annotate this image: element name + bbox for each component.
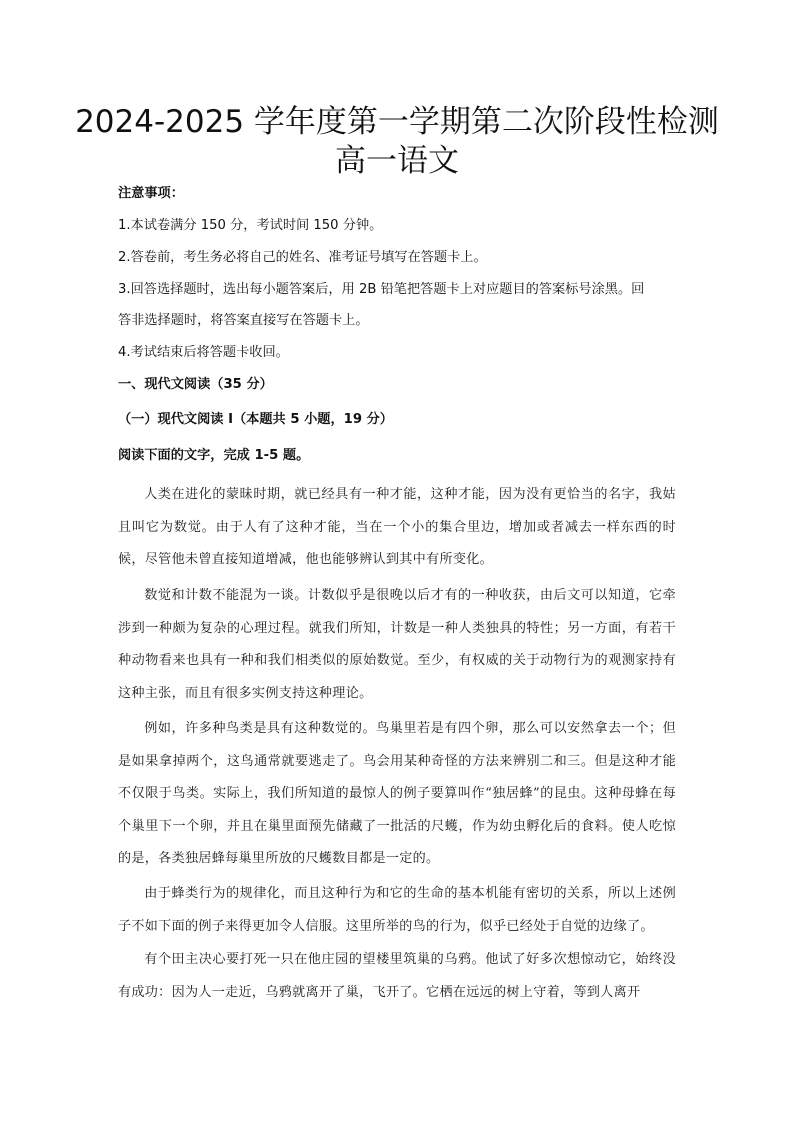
passage-paragraph: 由于蜂类行为的规律化，而且这种行为和它的生命的基本机能有密切的关系，所以上述例子不如下面的例子来得更加令人信服。这里所举的鸟的行为，似乎已经处于自觉的边缘了。 [118,886,676,934]
passage-paragraph: 人类在进化的蒙昧时期，就已经具有一种才能，这种才能，因为没有更恰当的名字，我姑且叫它为数觉。由于人有了这种才能，当在一个小的集合里边，增加或者减去一样东西的时候，尽管他未曾直接知道增减，他也能够辨认到其中有所变化。 [118,487,676,568]
notice-item-3-continued: 答非选择题时，将答案直接写在答题卡上。 [118,313,369,328]
exam-subject-title: 高一语文 [335,143,459,179]
notice-item-1: 1.本试卷满分 150 分，考试时间 150 分钟。 [118,218,383,233]
subsection-heading: （一）现代文阅读 I（本题共 5 小题，19 分） [118,412,393,427]
passage-paragraph: 有个田主决心要打死一只在他庄园的望楼里筑巢的乌鸦。他试了好多次想惊动它，始终没有成功：因为人一走近，乌鸦就离开了巢，飞开了。它栖在远远的树上守着，等到人离开 [118,952,676,1000]
passage-paragraph: 例如，许多种鸟类是具有这种数觉的。鸟巢里若是有四个卵，那么可以安然拿去一个；但是如果拿掉两个，这鸟通常就要逃走了。鸟会用某种奇怪的方法来辨别二和三。但是这种才能不仅限于鸟类。实际上，我们所知道的最惊人的例子要算叫作“独居蜂”的昆虫。这种母蜂在每个巢里下一个卵，并且在巢里面预先储藏了一批活的尺蠖，作为幼虫孵化后的食料。使人吃惊的是，各类独居蜂每巢里所放的尺蠖数目都是一定的。 [118,721,676,867]
exam-title: 2024-2025 学年度第一学期第二次阶段性检测 [75,104,719,140]
notice-heading: 注意事项： [118,186,184,201]
notice-item-3: 3.回答选择题时，选出每小题答案后，用 2B 铅笔把答题卡上对应题目的答案标号涂黑。回 [118,282,645,297]
notice-item-2: 2.答卷前，考生务必将自己的姓名、准考证号填写在答题卡上。 [118,250,487,265]
notice-item-4: 4.考试结束后将答题卡收回。 [118,345,289,360]
reading-instruction: 阅读下面的文字，完成 1-5 题。 [118,448,310,463]
section-heading: 一、现代文阅读（35 分） [118,377,273,392]
passage-paragraph: 数觉和计数不能混为一谈。计数似乎是很晚以后才有的一种收获，由后文可以知道，它牵涉到一种颇为复杂的心理过程。就我们所知，计数是一种人类独具的特性；另一方面，有若干种动物看来也具有一种和我们相类似的原始数觉。至少，有权威的关于动物行为的观测家持有这种主张，而且有很多实例支持这种理论。 [118,588,676,701]
